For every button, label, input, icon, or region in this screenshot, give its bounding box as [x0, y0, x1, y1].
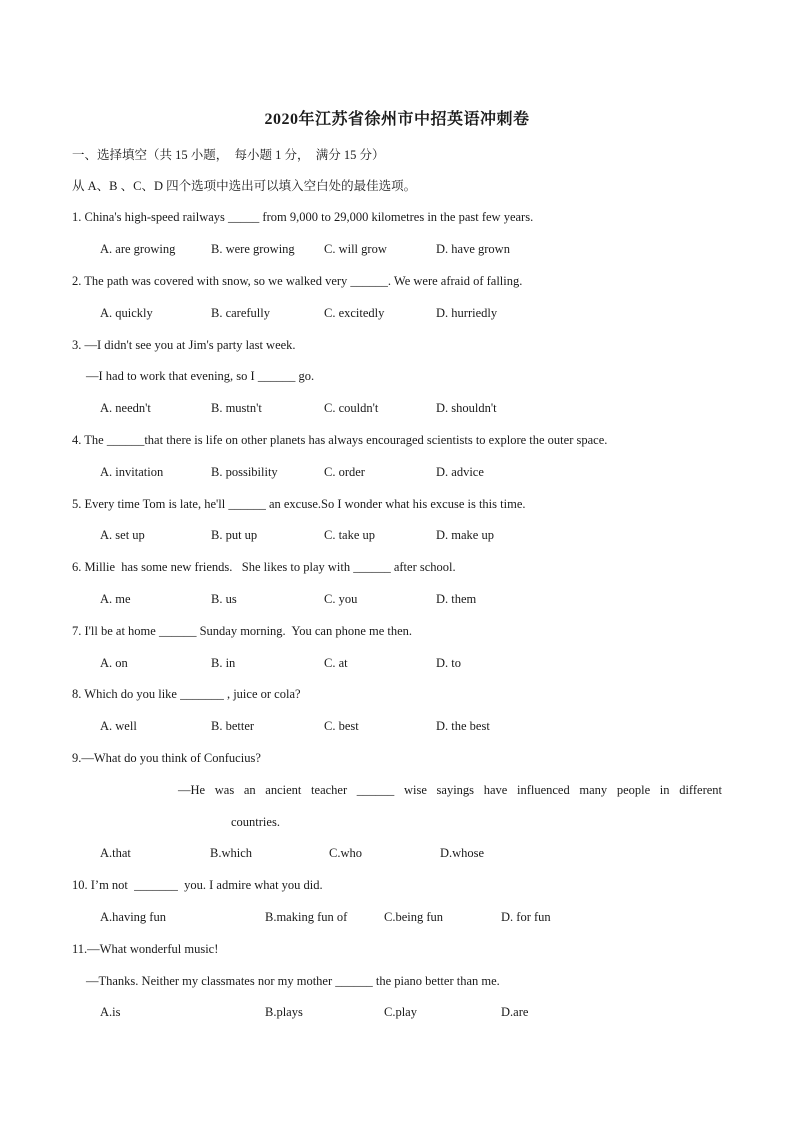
option-a: A. are growing — [100, 242, 176, 256]
option-d: D. hurriedly — [436, 306, 498, 320]
option-b: B. put up — [211, 528, 258, 542]
option-a: A. set up — [100, 528, 145, 542]
section-header: 一、选择填空（共 15 小题， 每小题 1 分， 满分 15 分） — [72, 148, 385, 162]
question-reply: —I had to work that evening, so I ______ go. — [86, 369, 315, 383]
option-a: A.is — [100, 1005, 121, 1019]
option-a: A. me — [100, 592, 131, 606]
option-c: C. take up — [324, 528, 376, 542]
option-c: C.being fun — [384, 910, 444, 924]
question-reply: —He was an ancient teacher ______ wise sayings have influenced many people in different — [178, 783, 722, 797]
option-d: D. them — [436, 592, 477, 606]
question-stem: 10. I’m not _______ you. I admire what you did. — [72, 878, 323, 892]
question-stem: 2. The path was covered with snow, so we walked very ______. We were afraid of falling. — [72, 274, 523, 288]
option-b: B.which — [210, 846, 253, 860]
option-b: B. mustn't — [211, 401, 262, 415]
question-stem: 5. Every time Tom is late, he'll ______ an excuse.So I wonder what his excuse is this time. — [72, 497, 526, 511]
question-stem: 8. Which do you like _______ , juice or cola? — [72, 687, 301, 701]
option-a: A. needn't — [100, 401, 151, 415]
option-c: C. best — [324, 719, 359, 733]
option-d: D. for fun — [501, 910, 551, 924]
option-b: B. carefully — [211, 306, 271, 320]
question-stem: 1. China's high-speed railways _____ from 9,000 to 29,000 kilometres in the past few years. — [72, 210, 534, 224]
option-d: D. make up — [436, 528, 494, 542]
option-d: D. to — [436, 656, 461, 670]
option-c: C. order — [324, 465, 365, 479]
instruction-text: 从 A、B 、C、D 四个选项中选出可以填入空白处的最佳选项。 — [72, 179, 417, 193]
option-d: D. have grown — [436, 242, 510, 256]
option-d: D. advice — [436, 465, 484, 479]
question-stem: 11.—What wonderful music! — [72, 942, 219, 956]
page-title: 2020年江苏省徐州市中招英语冲刺卷 — [264, 111, 530, 128]
option-b: B. us — [211, 592, 237, 606]
option-c: C. you — [324, 592, 358, 606]
question-stem: 7. I'll be at home ______ Sunday morning. You can phone me then. — [72, 624, 413, 638]
option-a: A. well — [100, 719, 137, 733]
option-b: B.plays — [265, 1005, 303, 1019]
option-a: A.having fun — [100, 910, 166, 924]
question-reply: —Thanks. Neither my classmates nor my mother ______ the piano better than me. — [86, 974, 500, 988]
option-b: B. were growing — [211, 242, 295, 256]
option-c: C.play — [384, 1005, 417, 1019]
option-b: B. possibility — [211, 465, 278, 479]
option-c: C. excitedly — [324, 306, 385, 320]
question-stem: 3. —I didn't see you at Jim's party last week. — [72, 338, 296, 352]
option-b: B. better — [211, 719, 255, 733]
option-c: C. will grow — [324, 242, 387, 256]
question-reply-continued: countries. — [231, 815, 280, 829]
question-stem: 6. Millie has some new friends. She likes to play with ______ after school. — [72, 560, 456, 574]
option-c: C.who — [329, 846, 362, 860]
option-d: D. the best — [436, 719, 490, 733]
option-a: A. invitation — [100, 465, 164, 479]
option-d: D.whose — [440, 846, 485, 860]
option-b: B. in — [211, 656, 236, 670]
question-stem: 4. The ______that there is life on other planets has always encouraged scientists to explore the outer space. — [72, 433, 608, 447]
option-d: D.are — [501, 1005, 529, 1019]
question-stem: 9.—What do you think of Confucius? — [72, 751, 261, 765]
option-a: A. quickly — [100, 306, 153, 320]
option-a: A. on — [100, 656, 128, 670]
option-c: C. couldn't — [324, 401, 379, 415]
option-a: A.that — [100, 846, 131, 860]
option-b: B.making fun of — [265, 910, 348, 924]
option-c: C. at — [324, 656, 348, 670]
option-d: D. shouldn't — [436, 401, 497, 415]
